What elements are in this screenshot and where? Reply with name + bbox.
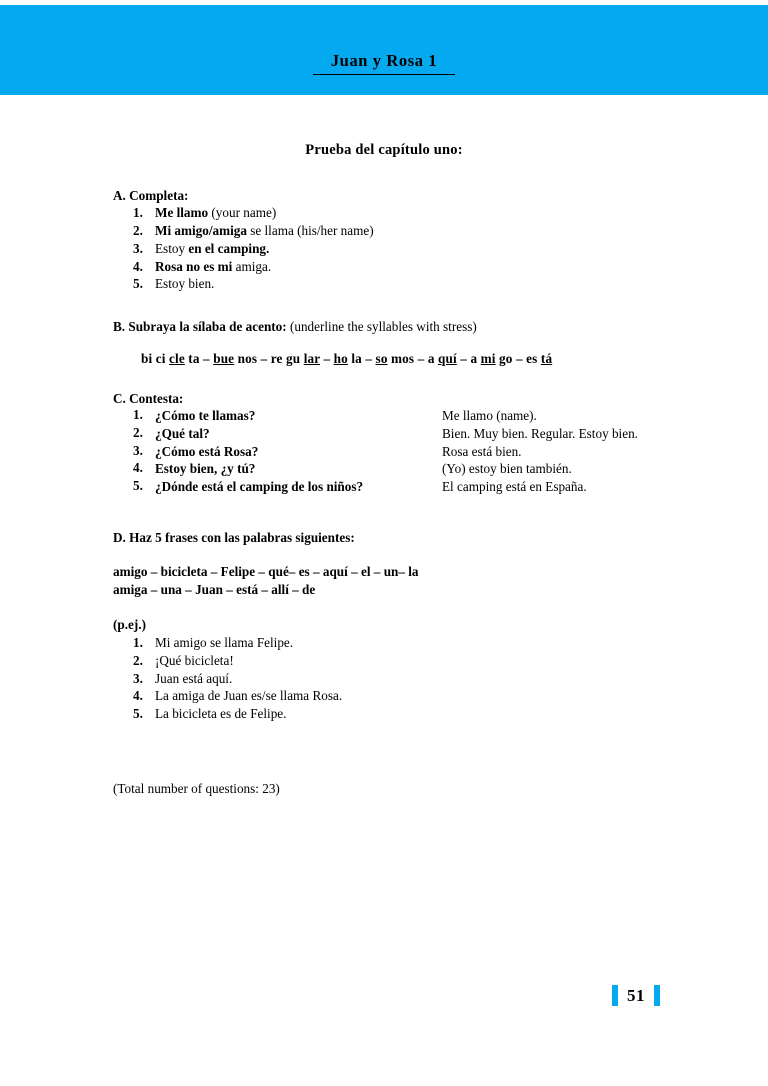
list-item xyxy=(133,687,768,705)
question-answer-row xyxy=(133,460,768,478)
text-run: Mi amigo se llama Felipe. xyxy=(155,635,294,651)
section-a xyxy=(0,187,768,293)
stressed-syllable: so xyxy=(375,350,388,366)
question-text: ¿Dónde está el camping de los niños? xyxy=(155,479,364,495)
stressed-syllable: quí xyxy=(438,350,457,366)
text-run-bold: Me llamo xyxy=(155,205,209,221)
item-number: 3. xyxy=(133,240,143,256)
section-d xyxy=(0,529,768,723)
question-number: 1. xyxy=(133,407,143,423)
item-text xyxy=(155,205,276,220)
list-item xyxy=(133,275,768,293)
total-questions-line: (Total number of questions: 23) xyxy=(113,780,280,796)
section-a-list xyxy=(0,204,768,293)
section-b-syllable-line xyxy=(141,351,768,367)
question-number: 3. xyxy=(133,442,143,458)
item-text xyxy=(155,241,269,256)
question-answer-row xyxy=(133,478,768,496)
list-item xyxy=(133,634,768,652)
example-text xyxy=(155,688,342,703)
page-content xyxy=(0,95,768,797)
stressed-syllable: mi xyxy=(480,350,496,366)
example-number: 2. xyxy=(133,652,143,668)
page-number-group xyxy=(612,985,660,1006)
page-number-bar-right-icon xyxy=(654,985,660,1006)
question-number: 4. xyxy=(133,460,143,476)
syllable-text: bi ci xyxy=(141,350,170,366)
answer-text: Bien. Muy bien. Regular. Estoy bien. xyxy=(442,425,638,441)
syllable-text: nos – re gu xyxy=(234,350,304,366)
syllable-text: go – es xyxy=(495,350,541,366)
stressed-syllable: ho xyxy=(333,350,348,366)
stressed-syllable: tá xyxy=(540,350,553,366)
syllable-text: la – xyxy=(347,350,376,366)
example-text xyxy=(155,635,293,650)
wordbank-line-2: amiga – una – Juan – está – allí – de xyxy=(113,582,316,598)
text-run: se llama (his/her name) xyxy=(246,223,374,239)
question-number: 5. xyxy=(133,478,143,494)
section-b-heading-label: B. Subraya la sílaba de acento: xyxy=(113,319,287,335)
text-run: (your name) xyxy=(208,205,277,221)
example-text xyxy=(155,706,286,721)
stressed-syllable: bue xyxy=(213,350,235,366)
item-number: 4. xyxy=(133,258,143,274)
answer-text: Rosa está bien. xyxy=(442,443,522,459)
syllable-text: ta – xyxy=(184,350,214,366)
item-text xyxy=(155,223,374,238)
example-text xyxy=(155,653,234,668)
section-c-heading: C. Contesta: xyxy=(113,390,184,406)
question-answer-row xyxy=(133,443,768,461)
item-number: 2. xyxy=(133,223,143,239)
answer-text: El camping está en España. xyxy=(442,479,587,495)
example-number: 3. xyxy=(133,670,143,686)
example-number: 4. xyxy=(133,688,143,704)
text-run: amiga. xyxy=(232,258,272,274)
item-number: 5. xyxy=(133,276,143,292)
section-d-heading: D. Haz 5 frases con las palabras siguientes: xyxy=(113,530,355,545)
answer-text: (Yo) estoy bien también. xyxy=(442,461,572,477)
question-number: 2. xyxy=(133,424,143,440)
section-b xyxy=(0,318,768,366)
item-text xyxy=(155,276,214,291)
page-number: 51 xyxy=(627,986,645,1005)
stressed-syllable: cle xyxy=(169,350,185,366)
syllable-text: mos – a xyxy=(387,350,439,366)
page-number-bar-left-icon xyxy=(612,985,618,1006)
text-run: Juan está aquí. xyxy=(155,670,233,686)
list-item xyxy=(133,240,768,258)
example-number: 5. xyxy=(133,706,143,722)
text-run: Estoy xyxy=(155,240,189,256)
section-d-wordbank xyxy=(113,563,768,599)
example-text xyxy=(155,671,232,686)
section-a-heading: A. Completa: xyxy=(113,188,189,203)
text-run-bold: en el camping. xyxy=(188,240,270,256)
section-d-examples-list xyxy=(0,634,768,723)
text-run: La bicicleta es de Felipe. xyxy=(155,706,287,722)
answer-text: Me llamo (name). xyxy=(442,408,537,424)
header-title: Juan y Rosa 1 xyxy=(313,52,455,75)
question-text: ¿Cómo te llamas? xyxy=(155,408,256,424)
section-c xyxy=(0,390,768,496)
section-c-list xyxy=(0,407,768,496)
footer xyxy=(0,985,768,1013)
list-item xyxy=(133,204,768,222)
example-number: 1. xyxy=(133,635,143,651)
text-run-bold: Mi amigo/amiga xyxy=(155,223,247,239)
wordbank-line-1: amigo – bicicleta – Felipe – qué– es – aquí – el – un– la xyxy=(113,564,419,580)
list-item xyxy=(133,652,768,670)
question-answer-row xyxy=(133,425,768,443)
example-label: (p.ej.) xyxy=(113,617,146,633)
question-text: Estoy bien, ¿y tú? xyxy=(155,461,256,477)
list-item xyxy=(133,258,768,276)
text-run-bold: Rosa no es mi xyxy=(155,258,233,274)
page-title: Prueba del capítulo uno: xyxy=(305,142,463,158)
item-number: 1. xyxy=(133,205,143,221)
question-answer-row xyxy=(133,407,768,425)
header-band xyxy=(0,5,768,95)
list-item xyxy=(133,705,768,723)
stressed-syllable: lar xyxy=(303,350,321,366)
item-text xyxy=(155,259,271,274)
section-b-heading xyxy=(113,318,768,335)
text-run: ¡Qué bicicleta! xyxy=(155,652,234,668)
list-item xyxy=(133,222,768,240)
text-run: La amiga de Juan es/se llama Rosa. xyxy=(155,688,343,704)
list-item xyxy=(133,670,768,688)
syllable-text: – a xyxy=(456,350,481,366)
question-text: ¿Qué tal? xyxy=(155,425,210,441)
section-b-heading-hint: (underline the syllables with stress) xyxy=(286,319,477,335)
header-title-container xyxy=(0,52,768,75)
text-run: Estoy bien. xyxy=(155,276,215,292)
question-text: ¿Cómo está Rosa? xyxy=(155,443,259,459)
syllable-text: – xyxy=(320,350,334,366)
